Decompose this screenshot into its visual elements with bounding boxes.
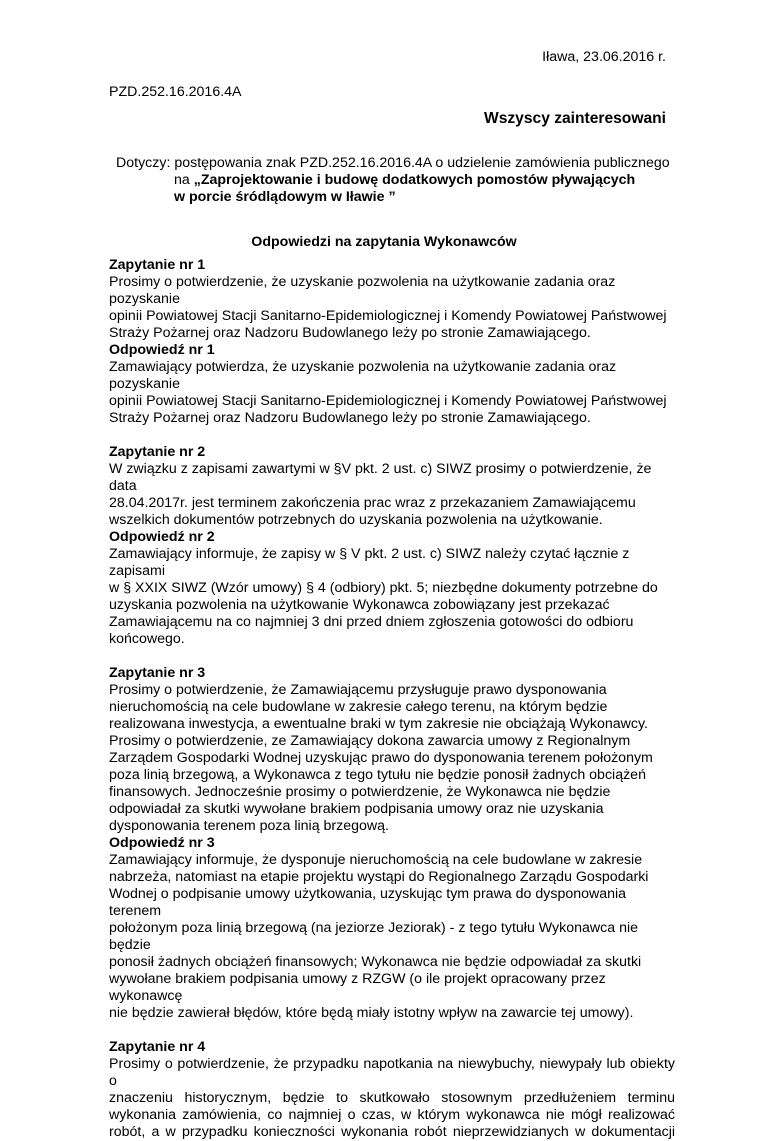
question-line: Prosimy o potwierdzenie, że przypadku napotkania na niewybuchy, niewypały lub obiekty o — [109, 1056, 675, 1089]
subject-line-2 — [116, 172, 676, 189]
answer-line: nabrzeża, natomiast na etapie projektu wystąpi do Regionalnego Zarządu Gospodarki — [109, 869, 649, 885]
question-line: poza linią brzegową, a Wykonawca z tego tytułu nie będzie ponosił żadnych obciążeń — [109, 767, 646, 783]
qa-body — [109, 257, 675, 1141]
answer-title: Odpowiedź nr 2 — [109, 529, 215, 545]
question-line: Prosimy o potwierdzenie, że Zamawiającemu przysługuje prawo dysponowania — [109, 682, 607, 698]
answer-line: Zamawiającemu na co najmniej 3 dni przed dniem zgłoszenia gotowości do odbioru — [109, 614, 634, 630]
question-line: W związku z zapisami zawartymi w §V pkt. 2 ust. c) SIWZ prosimy o potwierdzenie, że data — [109, 461, 652, 494]
answer-title: Odpowiedź nr 1 — [109, 342, 215, 358]
answer-line: ponosił żadnych obciążeń finansowych; Wykonawca nie będzie odpowiadał za skutki — [109, 954, 642, 970]
subject-prefix: na — [174, 172, 194, 188]
question-line: realizowana inwestycja, a ewentualne braki w tym zakresie nie obciążają Wykonawcy. — [109, 716, 648, 732]
subject-title-1: „Zaprojektowanie i budowę dodatkowych pomostów pływających — [193, 172, 636, 188]
question-line: odpowiadał za skutki wywołane brakiem podpisania umowy oraz nie uzyskania — [109, 801, 604, 817]
answer-line: położonym poza linią brzegową (na jeziorze Jeziorak) - z tego tytułu Wykonawca nie będzie — [109, 920, 639, 953]
question-title: Zapytanie nr 3 — [109, 665, 206, 681]
answer-line: w § XXIX SIWZ (Wzór umowy) § 4 (odbiory) pkt. 5; niezbędne dokumenty potrzebne do — [109, 580, 658, 596]
question-line: Straży Pożarnej oraz Nadzoru Budowlanego leży po stronie Zamawiającego. — [109, 325, 591, 341]
answer-line: końcowego. — [109, 631, 185, 647]
subject-block — [116, 155, 676, 206]
question-title: Zapytanie nr 1 — [109, 257, 206, 273]
question-line: Zarządem Gospodarki Wodnej uzyskując prawo do dysponowania terenem położonym — [109, 750, 653, 766]
answer-title: Odpowiedź nr 3 — [109, 835, 215, 851]
answer-line: Zamawiający informuje, że dysponuje nieruchomością na cele budowlane w zakresie — [109, 852, 643, 868]
section-heading: Odpowiedzi na zapytania Wykonawców — [251, 234, 517, 250]
question-line: 28.04.2017r. jest terminem zakończenia prac wraz z przekazaniem Zamawiającemu — [109, 495, 636, 511]
addressee: Wszyscy zainteresowani — [483, 110, 666, 127]
document-date: Iława, 23.06.2016 r. — [542, 49, 666, 65]
question-line: robót, a w przypadku konieczności wykonania robót nieprzewidzianych w dokumentacji — [109, 1124, 675, 1140]
question-line: wszelkich dokumentów potrzebnych do uzyskania pozwolenia na użytkowanie. — [109, 512, 603, 528]
question-line: nieruchomością na cele budowlane w zakresie całego terenu, na którym będzie — [109, 699, 608, 715]
question-title: Zapytanie nr 4 — [109, 1039, 206, 1055]
question-title: Zapytanie nr 2 — [109, 444, 206, 460]
answer-line: Wodnej o podpisanie umowy użytkowania, uzyskując tym prawa do dysponowania terenem — [109, 886, 627, 919]
answer-line: Zamawiający informuje, że zapisy w § V pkt. 2 ust. c) SIWZ należy czytać łącznie z zapisami — [109, 546, 630, 579]
answer-line: uzyskania pozwolenia na użytkowanie Wykonawca zobowiązany jest przekazać — [109, 597, 610, 613]
question-line: dysponowania terenem poza linią brzegową. — [109, 818, 389, 834]
answer-line: opinii Powiatowej Stacji Sanitarno-Epidemiologicznej i Komendy Powiatowej Państwowej — [109, 393, 667, 409]
subject-line-3 — [116, 189, 676, 206]
paragraph-gap — [109, 648, 675, 665]
paragraph-gap — [109, 1022, 675, 1039]
question-line: finansowych. Jednocześnie prosimy o potwierdzenie, że Wykonawca nie będzie — [109, 784, 611, 800]
question-line: Prosimy o potwierdzenie, ze Zamawiający dokona zawarcia umowy z Regionalnym — [109, 733, 631, 749]
question-line: wykonania zamówienia, co najmniej o czas, w którym wykonawca nie mógł realizować — [109, 1107, 675, 1123]
reference-number: PZD.252.16.2016.4A — [109, 84, 242, 100]
question-line: opinii Powiatowej Stacji Sanitarno-Epidemiologicznej i Komendy Powiatowej Państwowej — [109, 308, 667, 324]
answer-line: Straży Pożarnej oraz Nadzoru Budowlanego leży po stronie Zamawiającego. — [109, 410, 591, 426]
subject-title-2: w porcie śródlądowym w Iławie ” — [174, 189, 396, 205]
paragraph-gap — [109, 427, 675, 444]
subject-line-1: Dotyczy: postępowania znak PZD.252.16.2016.4A o udzielenie zamówienia publicznego — [116, 155, 670, 171]
question-line: znaczeniu historycznym, będzie to skutkowało stosownym przedłużeniem terminu — [109, 1090, 675, 1106]
answer-line: Zamawiający potwierdza, że uzyskanie pozwolenia na użytkowanie zadania oraz pozyskanie — [109, 359, 617, 392]
answer-line: wywołane brakiem podpisania umowy z RZGW (o ile projekt opracowany przez wykonawcę — [109, 971, 606, 1004]
answer-line: nie będzie zawierał błędów, które będą miały istotny wpływ na zawarcie tej umowy). — [109, 1005, 634, 1021]
question-line: Prosimy o potwierdzenie, że uzyskanie pozwolenia na użytkowanie zadania oraz pozyskanie — [109, 274, 616, 307]
